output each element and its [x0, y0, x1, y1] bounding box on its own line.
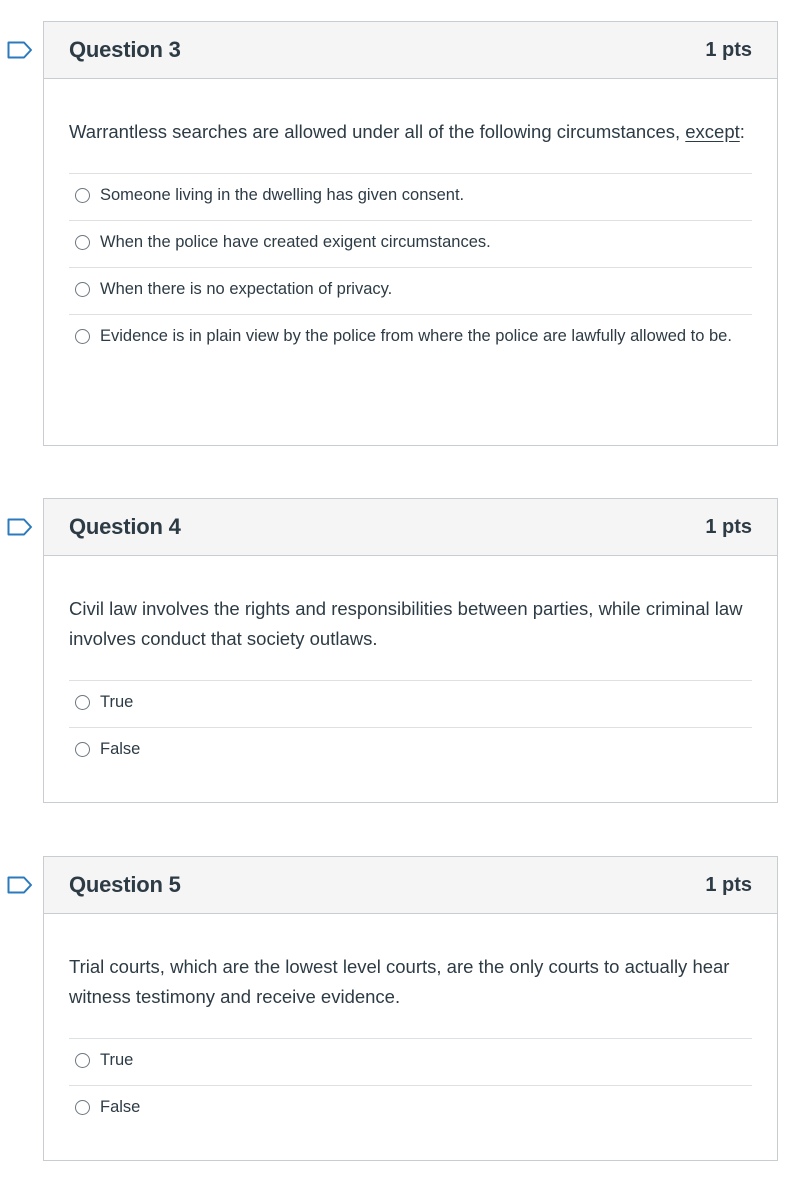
answer-option[interactable]: [69, 315, 752, 361]
answer-label[interactable]: When there is no expectation of privacy.: [100, 280, 393, 298]
radio-button[interactable]: [75, 1100, 90, 1115]
answer-list: [69, 173, 752, 361]
answer-option[interactable]: [69, 174, 752, 221]
answer-option[interactable]: [69, 268, 752, 315]
question-points: 1 pts: [705, 38, 752, 61]
question-title: Question 5: [69, 872, 181, 897]
question-text: Trial courts, which are the lowest level courts, are the only courts to actually hear witness testimony and receive evidence.: [69, 956, 730, 1007]
question-body: [44, 79, 777, 361]
answer-label[interactable]: True: [100, 693, 134, 711]
question-text: [69, 117, 752, 147]
question-body: [44, 914, 777, 1132]
answer-list: [69, 1038, 752, 1132]
radio-button[interactable]: [75, 329, 90, 344]
question-text-end: :: [739, 121, 745, 142]
question-header: [44, 22, 777, 79]
question-text-main: Warrantless searches are allowed under all of the following circumstances,: [69, 121, 686, 142]
answer-option[interactable]: [69, 1086, 752, 1132]
question-body: [44, 556, 777, 774]
answer-option[interactable]: [69, 728, 752, 774]
answer-label[interactable]: When the police have created exigent circumstances.: [100, 233, 491, 251]
question-title: Question 3: [69, 37, 181, 62]
question-card: [43, 498, 778, 803]
question-card: [43, 21, 778, 446]
question-points: 1 pts: [705, 873, 752, 896]
answer-option[interactable]: [69, 221, 752, 268]
question-text: Civil law involves the rights and responsibilities between parties, while criminal law involves conduct that society outlaws.: [69, 598, 743, 649]
question-card: [43, 856, 778, 1161]
answer-label[interactable]: Someone living in the dwelling has given consent.: [100, 186, 465, 204]
flag-question-icon[interactable]: [7, 41, 33, 59]
answer-label[interactable]: Evidence is in plain view by the police from where the police are lawfully allowed to be.: [100, 327, 732, 345]
flag-question-icon[interactable]: [7, 518, 33, 536]
radio-button[interactable]: [75, 1053, 90, 1068]
question-header: [44, 857, 777, 914]
answer-option[interactable]: [69, 1039, 752, 1086]
flag-question-icon[interactable]: [7, 876, 33, 894]
question-header: [44, 499, 777, 556]
question-text-emphasis: except: [685, 121, 740, 142]
answer-label[interactable]: False: [100, 1098, 141, 1116]
answer-label[interactable]: True: [100, 1051, 134, 1069]
radio-button[interactable]: [75, 695, 90, 710]
answer-label[interactable]: False: [100, 740, 141, 758]
question-title: Question 4: [69, 514, 181, 539]
answer-list: [69, 680, 752, 774]
radio-button[interactable]: [75, 742, 90, 757]
question-points: 1 pts: [705, 515, 752, 538]
answer-option[interactable]: [69, 681, 752, 728]
radio-button[interactable]: [75, 188, 90, 203]
radio-button[interactable]: [75, 235, 90, 250]
radio-button[interactable]: [75, 282, 90, 297]
